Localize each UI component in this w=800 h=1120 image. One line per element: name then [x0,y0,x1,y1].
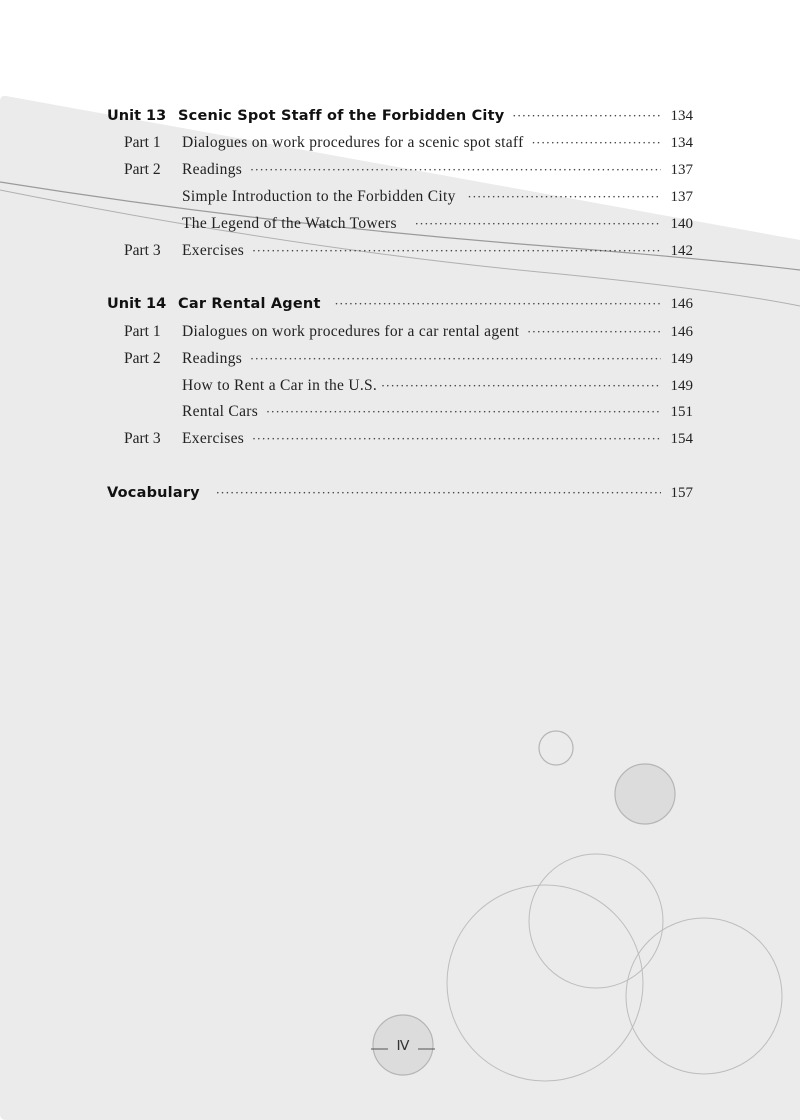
leader-dots [532,132,661,154]
page-number: 137 [670,189,693,205]
leader-dots [512,105,661,127]
leader-dots [216,482,661,504]
page-number: 146 [670,324,693,340]
part-label: Part 1 [124,134,161,151]
toc-entry[interactable] [124,321,693,343]
entry-title: Readings [182,161,243,178]
entry-title: Exercises [182,430,245,447]
page-number: 134 [670,108,693,124]
entry-title: Dialogues on work procedures for a car rental agent [182,323,520,340]
page-number: 151 [670,404,693,420]
entry-title: The Legend of the Watch Towers [182,215,397,232]
entry-title: Rental Cars [182,403,259,420]
toc-unit-13[interactable] [107,105,693,127]
vocabulary-title: Vocabulary [107,485,200,501]
part-label: Part 2 [124,161,161,178]
toc-entry[interactable] [182,186,693,208]
page-number: 146 [670,296,693,312]
entry-title: Dialogues on work procedures for a scenic spot staff [182,134,524,151]
unit-title: Car Rental Agent [178,296,321,312]
part-label: Part 2 [124,350,161,367]
page-number: 149 [670,378,693,394]
page-number: 137 [670,162,693,178]
leader-dots [266,401,661,423]
part-label: Part 3 [124,430,161,447]
part-label: Part 1 [124,323,161,340]
toc-entry[interactable] [182,375,693,397]
roman-page-number: Ⅳ [396,1039,410,1054]
page-number: 149 [670,351,693,367]
toc-entry[interactable] [124,132,693,154]
toc-entry[interactable] [182,213,693,235]
toc-entry[interactable] [124,240,693,262]
page-number: 154 [670,431,693,447]
leader-dots [527,321,661,343]
page-number: 140 [670,216,693,232]
leader-dots [335,293,661,315]
toc-unit-14[interactable] [107,293,693,315]
part-label: Part 3 [124,242,161,259]
leader-dots [252,240,661,262]
page-number: 134 [670,135,693,151]
page-number: 142 [670,243,693,259]
leader-dots [381,375,661,397]
toc-entry[interactable] [124,348,693,370]
leader-dots [252,428,661,450]
toc-entry[interactable] [124,428,693,450]
unit-title: Scenic Spot Staff of the Forbidden City [178,108,505,124]
toc-vocabulary[interactable] [107,482,693,504]
unit-number: Unit 14 [107,296,167,312]
page-footer [372,1016,434,1074]
leader-dots [415,213,661,235]
unit-number: Unit 13 [107,108,167,124]
entry-title: Exercises [182,242,245,259]
toc-entry[interactable] [182,401,693,423]
entry-title: How to Rent a Car in the U.S. [182,377,378,394]
leader-dots [250,348,661,370]
entry-title: Simple Introduction to the Forbidden City [182,188,456,205]
leader-dots [250,159,661,181]
page-number: 157 [670,485,693,501]
toc-entry[interactable] [124,159,693,181]
entry-title: Readings [182,350,243,367]
leader-dots [468,186,661,208]
